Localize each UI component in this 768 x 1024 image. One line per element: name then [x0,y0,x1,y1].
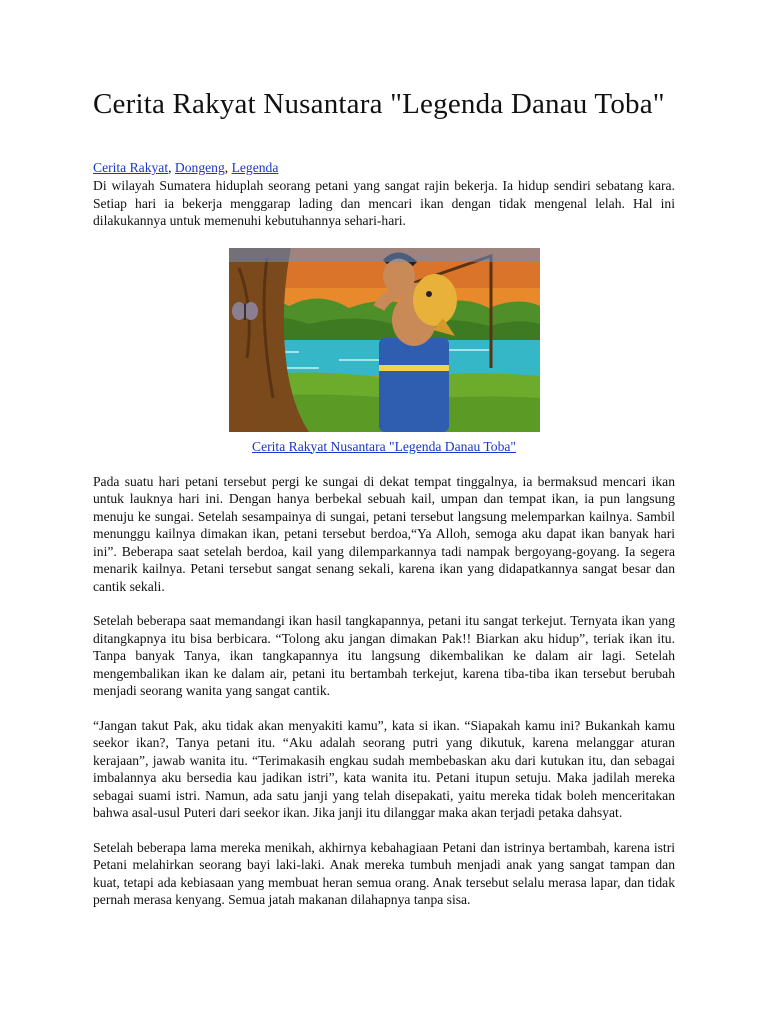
paragraph-gap [93,822,675,839]
category-link-cerita-rakyat[interactable]: Cerita Rakyat [93,160,169,175]
story-paragraph: Pada suatu hari petani tersebut pergi ke sungai di dekat tempat tinggalnya, ia bermaksud mencari ikan untuk lauknya hari ini. Dengan hanya berbekal sebuah kail, umpan dan tempat ikan, ia pun langsung menuju ke sungai. Setelah sesampainya di sungai, petani tersebut langsung melemparkan kailnya. Sambil menunggu kailnya dimakan ikan, petani tersebut berdoa,“Ya Alloh, semoga aku dapat ikan banyak hari ini”. Beberapa saat setelah berdoa, kail yang dilemparkannya tadi nampak bergoyang-goyang. Ia segera menarik kailnya. Petani tersebut sangat senang sekali, karena ikan yang didapatkannya sangat besar dan cantik sekali. [93,473,675,594]
story-paragraph: “Jangan takut Pak, aku tidak akan menyakiti kamu”, kata si ikan. “Siapakah kamu ini? Bukankah kamu seekor ikan?, Tanya petani itu. “Aku adalah seorang putri yang dikutuk, karena melanggar aturan kerajaan”, jawab wanita itu. “Terimakasih engkau sudah membebaskan aku dari kutukan itu, dan sebagai imbalannya aku bersedia kau jadikan istri”, kata wanita itu. Petani itupun setuju. Maka jadilah mereka sebagai suami istri. Namun, ada satu janji yang telah disepakati, yaitu mereka tidak boleh menceritakan bahwa asal-usul Puteri dari seekor ikan. Jika janji itu dilanggar maka akan terjadi petaka dahsyat. [93,717,675,820]
category-separator: , [168,160,175,175]
paragraph-gap [93,595,675,612]
category-link-legenda[interactable]: Legenda [231,160,279,175]
paragraph-gap [93,456,675,473]
category-link-dongeng[interactable]: Dongeng [174,160,225,175]
category-links [93,159,675,177]
article-figure [93,248,675,456]
intro-paragraph: Di wilayah Sumatera hiduplah seorang petani yang sangat rajin bekerja. Ia hidup sendiri sebatang kara. Setiap hari ia bekerja menggarap lading dan mencari ikan dengan tidak mengenal lelah. Hal ini dilakukannya untuk memenuhi kebutuhannya sehari-hari. [93,178,675,228]
story-paragraph: Setelah beberapa saat memandangi ikan hasil tangkapannya, petani itu sangat terkejut. Ternyata ikan yang ditangkapnya itu bisa berbicara. “Tolong aku jangan dimakan Pak!! Biarkan aku hidup”, teriak ikan itu. Tanpa banyak Tanya, ikan tangkapannya itu langsung dikembalikan ke dalam air lagi. Setelah mengembalikan ikan ke dalam air, petani itu bertambah terkejut, karena tiba-tiba ikan tersebut berubah menjadi seorang wanita yang sangat cantik. [93,613,675,698]
butterfly-icon [232,302,258,320]
article-title: Cerita Rakyat Nusantara "Legenda Danau Toba" [93,88,665,120]
story-paragraph: Setelah beberapa lama mereka menikah, akhirnya kebahagiaan Petani dan istrinya bertambah, karena istri Petani melahirkan seorang bayi laki-laki. Anak mereka tumbuh menjadi anak yang sangat tampan dan kuat, tetapi ada kebiasaan yang membuat heran semua orang. Anak tersebut selalu merasa lapar, dan tidak pernah merasa kenyang. Semua jatah makanan dilahapnya tanpa sisa. [93,839,675,907]
category-separator: , [224,160,232,175]
story-illustration[interactable] [229,248,540,432]
article [93,88,675,909]
paragraph-gap [93,700,675,717]
fisherman-illustration [229,248,540,432]
figure-caption [93,438,675,456]
caption-link[interactable]: Cerita Rakyat Nusantara "Legenda Danau Toba" [252,438,516,454]
